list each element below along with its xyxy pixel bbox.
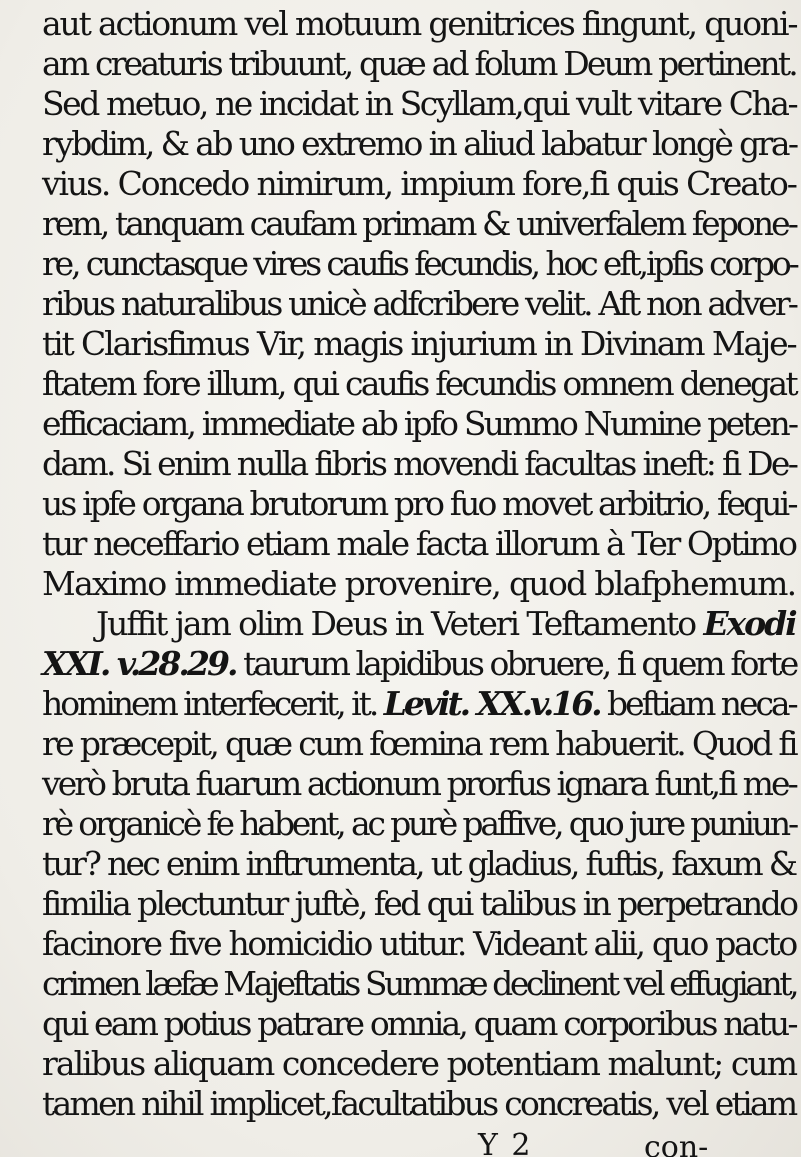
citation-levit: Levit. XX.v.16.	[383, 684, 600, 723]
text-line: aut actionum vel motuum genitrices fingunt, quoni-	[42, 4, 797, 43]
text-line: tamen nihil implicet,facultatibus concreatis, vel etiam	[42, 1084, 796, 1123]
text-line: tur? nec enim inftrumenta, ut gladius, fuftis, faxum &	[42, 844, 796, 883]
text-line: ribus naturalibus unicè adfcribere velit. Aft non adver-	[42, 284, 796, 323]
text-run: taurum lapidibus obruere, fi quem forte	[235, 644, 797, 683]
text-line	[42, 644, 796, 684]
text-line: facinore five homicidio utitur. Videant alii, quo pacto	[42, 924, 796, 963]
text-line: us ipfe organa brutorum pro fuo movet arbitrio, fequi-	[42, 484, 796, 523]
catchword: con-	[644, 1130, 709, 1157]
citation-exodi: Exodi	[703, 604, 796, 643]
page-footer	[0, 1126, 801, 1157]
text-line: tur neceffario etiam male facta illorum à Ter Optimo	[42, 524, 796, 563]
text-run: Juffit jam olim Deus in Veteri Teftamento	[96, 604, 704, 643]
text-line: rem, tanquam caufam primam & univerfalem fepone-	[42, 204, 797, 243]
text-line: crimen læfæ Majeftatis Summæ declinent vel effugiant,	[42, 964, 797, 1003]
text-run: hominem interfecerit, it.	[42, 684, 384, 723]
text-line	[96, 604, 796, 644]
text-line: re præcepit, quæ cum fœmina rem habuerit. Quod fi	[42, 724, 796, 763]
text-line: am creaturis tribuunt, quæ ad folum Deum pertinent.	[42, 44, 796, 83]
text-line: Sed metuo, ne incidat in Scyllam,qui vult vitare Cha-	[42, 84, 797, 123]
text-line: re, cunctasque vires caufis fecundis, hoc eft,ipfis corpo-	[42, 244, 797, 283]
text-line: rybdim, & ab uno extremo in aliud labatur longè gra-	[42, 124, 797, 163]
signature-mark: Y 2	[478, 1128, 533, 1157]
text-line: ftatem fore illum, qui caufis fecundis omnem denegat	[42, 364, 796, 403]
text-line: vius. Concedo nimirum, impium fore,fi quis Creato-	[42, 164, 796, 203]
text-line: rè organicè fe habent, ac purè paffive, quo jure puniun-	[42, 804, 796, 843]
text-run: beftiam neca-	[599, 684, 796, 723]
citation-exodi-ref: XXI. v.28.29.	[42, 644, 236, 683]
text-line: efficaciam, immediate ab ipfo Summo Numine peten-	[42, 404, 797, 443]
text-line: qui eam potius patrare omnia, quam corporibus natu-	[42, 1004, 796, 1043]
text-line: dam. Si enim nulla fibris movendi facultas ineft: fi De-	[42, 444, 797, 483]
text-line: ralibus aliquam concedere potentiam malunt; cum	[42, 1044, 797, 1083]
text-line: Maximo immediate provenire, quod blafphemum.	[42, 564, 796, 603]
text-line: verò bruta fuarum actionum prorfus ignara funt,fi me-	[42, 764, 796, 803]
text-line: tit Clarisfimus Vir, magis injurium in Divinam Maje-	[42, 324, 796, 363]
text-line	[42, 684, 796, 724]
text-line: fimilia plectuntur juftè, fed qui talibus in perpetrando	[42, 884, 797, 923]
